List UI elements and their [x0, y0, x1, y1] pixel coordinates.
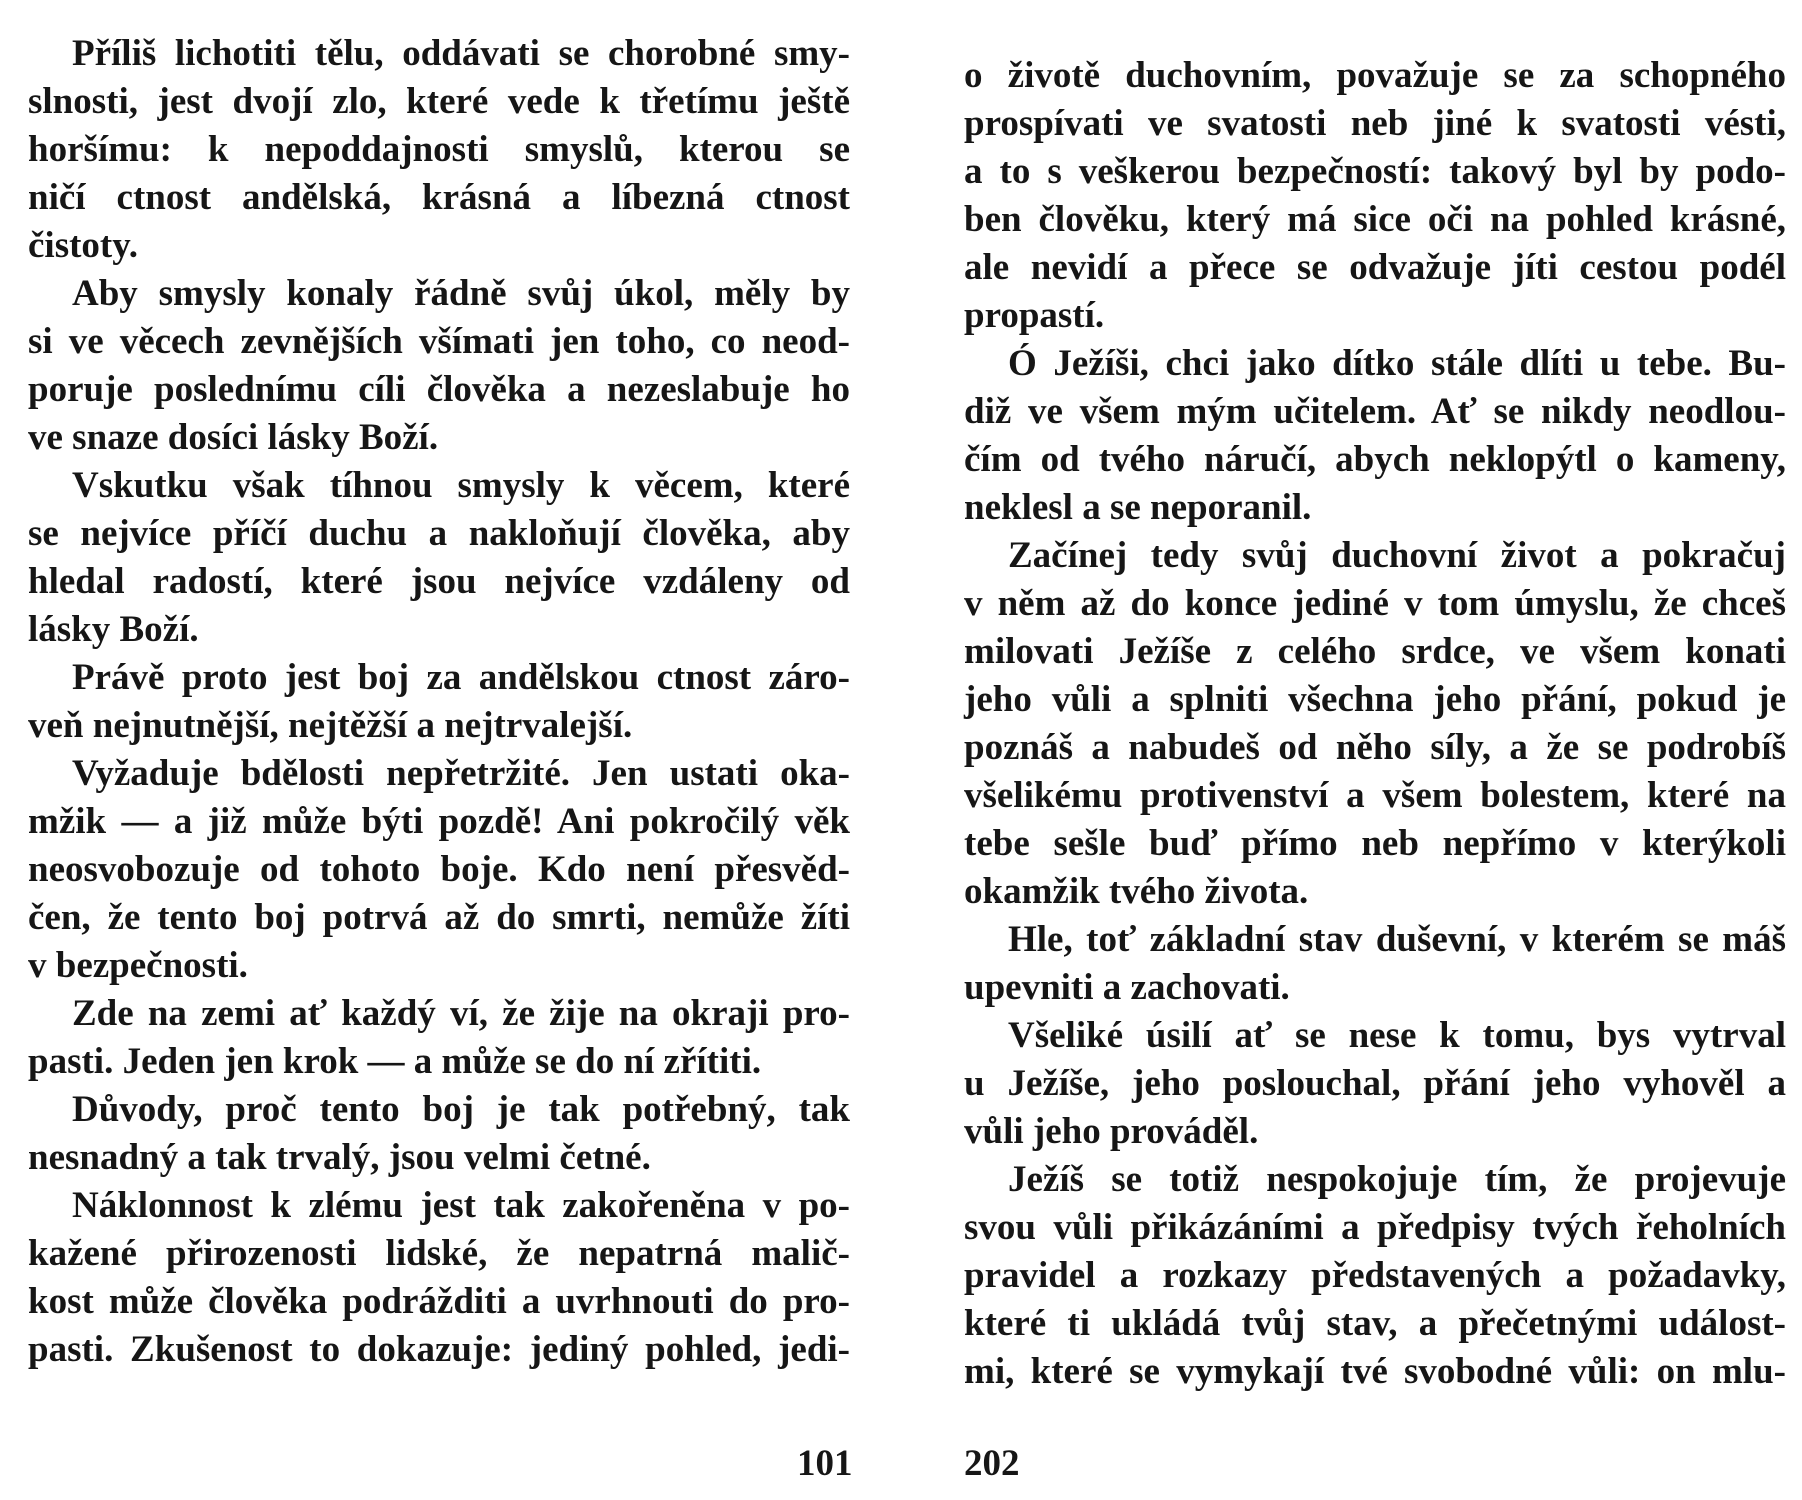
text-line: upevniti a zachovati. [964, 967, 1290, 1008]
text-line: mžik — a již může býti pozdě! Ani pokročilý věk [28, 801, 850, 842]
text-line: kost může člověka podrážditi a uvrhnouti do pro- [28, 1281, 850, 1322]
text-line: Právě proto jest boj za andělskou ctnost záro- [72, 657, 850, 698]
text-line: ale nevidí a přece se odvažuje jíti cestou podél [964, 247, 1786, 288]
text-line: prospívati ve svatosti neb jiné k svatosti vésti, [964, 103, 1786, 144]
text-line: nesnadný a tak trvalý, jsou velmi četné. [28, 1137, 651, 1178]
text-line: všelikému protivenství a všem bolestem, které na [964, 775, 1786, 816]
left-page-text [28, 30, 850, 1374]
text-line: milovati Ježíše z celého srdce, ve všem konati [964, 631, 1786, 672]
text-line: Zde na zemi ať každý ví, že žije na okraji pro- [72, 993, 850, 1034]
text-line: ben člověku, který má sice oči na pohled krásné, [964, 199, 1786, 240]
text-line: pravidel a rozkazy představených a požadavky, [964, 1255, 1786, 1296]
text-line: v něm až do konce jediné v tom úmyslu, že chceš [964, 583, 1786, 624]
text-line: slnosti, jest dvojí zlo, které vede k třetímu ještě [28, 81, 850, 122]
text-line: které ti ukládá tvůj stav, a přečetnými událost- [964, 1303, 1786, 1344]
text-line: o životě duchovním, považuje se za schopného [964, 55, 1786, 96]
text-line: Ježíš se totiž nespokojuje tím, že projevuje [1008, 1159, 1786, 1200]
text-line: hledal radostí, které jsou nejvíce vzdáleny od [28, 561, 850, 602]
text-line: se nejvíce příčí duchu a nakloňují člověka, aby [28, 513, 850, 554]
text-line: Hle, toť základní stav duševní, v kterém se máš [1008, 919, 1786, 960]
text-line: jeho vůli a splniti všechna jeho přání, pokud je [964, 679, 1786, 720]
text-line: okamžik tvého života. [964, 871, 1309, 912]
text-line: neosvobozuje od tohoto boje. Kdo není přesvěd- [28, 849, 850, 890]
text-line: pasti. Jeden jen krok — a může se do ní zřítiti. [28, 1041, 762, 1082]
text-line: lásky Boží. [28, 609, 199, 650]
text-line: a to s veškerou bezpečností: takový byl by podo- [964, 151, 1786, 192]
text-line: ničí ctnost andělská, krásná a líbezná ctnost [28, 177, 850, 218]
text-line: Důvody, proč tento boj je tak potřebný, tak [72, 1089, 850, 1130]
text-line: neklesl a se neporanil. [964, 487, 1312, 528]
text-line: svou vůli přikázáními a předpisy tvých řeholních [964, 1207, 1786, 1248]
text-line: Příliš lichotiti tělu, oddávati se chorobné smy- [72, 33, 850, 74]
text-line: vůli jeho prováděl. [964, 1111, 1259, 1152]
right-page-text [964, 52, 1786, 1396]
left-page-number: 101 [797, 1443, 853, 1484]
text-line: Vskutku však tíhnou smysly k věcem, které [72, 465, 850, 506]
text-line: Aby smysly konaly řádně svůj úkol, měly by [72, 273, 850, 314]
text-line: v bezpečnosti. [28, 945, 248, 986]
text-line: tebe sešle buď přímo neb nepřímo v kterýkoli [964, 823, 1786, 864]
text-line: čen, že tento boj potrvá až do smrti, nemůže žíti [28, 897, 850, 938]
text-line: Vyžaduje bdělosti nepřetržité. Jen ustati oka- [72, 753, 850, 794]
text-line: Všeliké úsilí ať se nese k tomu, bys vytrval [1008, 1015, 1786, 1056]
text-line: poruje poslednímu cíli člověka a nezeslabuje ho [28, 369, 850, 410]
text-line: čistoty. [28, 225, 138, 266]
text-line: mi, které se vymykají tvé svobodné vůli: on mlu- [964, 1351, 1786, 1392]
text-line: Začínej tedy svůj duchovní život a pokračuj [1008, 535, 1786, 576]
text-line: ve snaze dosíci lásky Boží. [28, 417, 439, 458]
text-line: kažené přirozenosti lidské, že nepatrná malič- [28, 1233, 850, 1274]
text-line: horšímu: k nepoddajnosti smyslů, kterou se [28, 129, 850, 170]
text-line: čím od tvého náručí, abych neklopýtl o kameny, [964, 439, 1786, 480]
text-line: veň nejnutnější, nejtěžší a nejtrvalejší. [28, 705, 633, 746]
text-line: pasti. Zkušenost to dokazuje: jediný pohled, jedi- [28, 1329, 850, 1370]
text-line: Ó Ježíši, chci jako dítko stále dlíti u tebe. Bu- [1008, 343, 1786, 384]
text-line: si ve věcech zevnějších všímati jen toho, co neod- [28, 321, 850, 362]
text-line: propastí. [964, 295, 1105, 336]
right-page-number: 202 [964, 1443, 1020, 1484]
text-line: Náklonnost k zlému jest tak zakořeněna v po- [72, 1185, 850, 1226]
text-line: poznáš a nabudeš od něho síly, a že se podrobíš [964, 727, 1786, 768]
text-line: diž ve všem mým učitelem. Ať se nikdy neodlou- [964, 391, 1786, 432]
text-line: u Ježíše, jeho poslouchal, přání jeho vyhověl a [964, 1063, 1786, 1104]
